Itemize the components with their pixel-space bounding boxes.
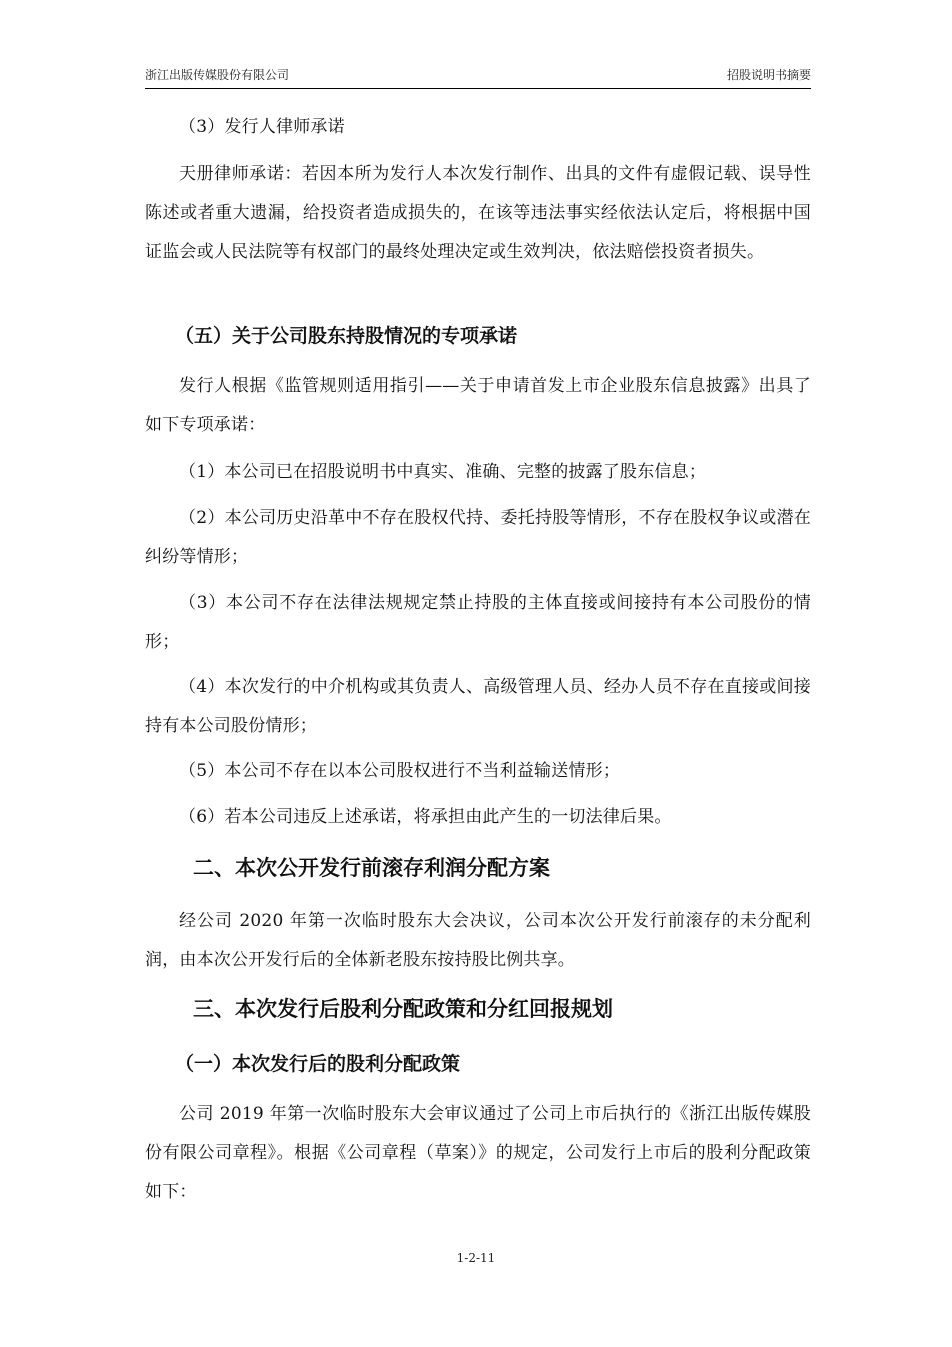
section1-heading: （一）本次发行后的股利分配政策: [175, 1053, 461, 1075]
lawyer-commitment-item: （3）发行人律师承诺: [179, 117, 345, 137]
header-company: 浙江出版传媒股份有限公司: [145, 68, 290, 82]
chapter2-heading: 二、本次公开发行前滚存利润分配方案: [193, 856, 550, 880]
page-number: 1-2-11: [456, 1251, 496, 1265]
commitment-item: （2）本公司历史沿革中不存在股权代持、委托持股等情形，不存在股权争议或潜在纠纷等情形；: [145, 508, 811, 567]
section5-intro: 发行人根据《监管规则适用指引——关于申请首发上市企业股东信息披露》出具了如下专项承诺：: [145, 376, 811, 435]
commitment-item: （5）本公司不存在以本公司股权进行不当利益输送情形；: [179, 761, 621, 781]
commitment-item: （1）本公司已在招股说明书中真实、准确、完整的披露了股东信息；: [179, 462, 707, 482]
section1-text: 公司 2019 年第一次临时股东大会审议通过了公司上市后执行的《浙江出版传媒股份有限公司章程》。根据《公司章程（草案）》的规定，公司发行上市后的股利分配政策如下：: [145, 1104, 811, 1202]
chapter3-heading: 三、本次发行后股利分配政策和分红回报规划: [193, 997, 613, 1021]
page-header: [145, 66, 811, 86]
commitment-item: （3）本公司不存在法律法规规定禁止持股的主体直接或间接持有本公司股份的情形；: [145, 593, 811, 652]
section5-heading: （五）关于公司股东持股情况的专项承诺: [175, 325, 518, 347]
header-doc-title: 招股说明书摘要: [726, 68, 811, 82]
commitment-item: （6）若本公司违反上述承诺，将承担由此产生的一切法律后果。: [179, 807, 672, 827]
commitment-item: （4）本次发行的中介机构或其负责人、高级管理人员、经办人员不存在直接或间接持有本公司股份情形；: [145, 677, 811, 736]
chapter2-text: 经公司 2020 年第一次临时股东大会决议，公司本次公开发行前滚存的未分配利润，由本次公开发行后的全体新老股东按持股比例共享。: [145, 911, 811, 970]
header-rule: [145, 88, 811, 89]
lawyer-commitment-text: 天册律师承诺：若因本所为发行人本次发行制作、出具的文件有虚假记载、误导性陈述或者重大遗漏，给投资者造成损失的，在该等违法事实经依法认定后，将根据中国证监会或人民法院等有权部门的最终处理决定或生效判决，依法赔偿投资者损失。: [145, 164, 811, 262]
